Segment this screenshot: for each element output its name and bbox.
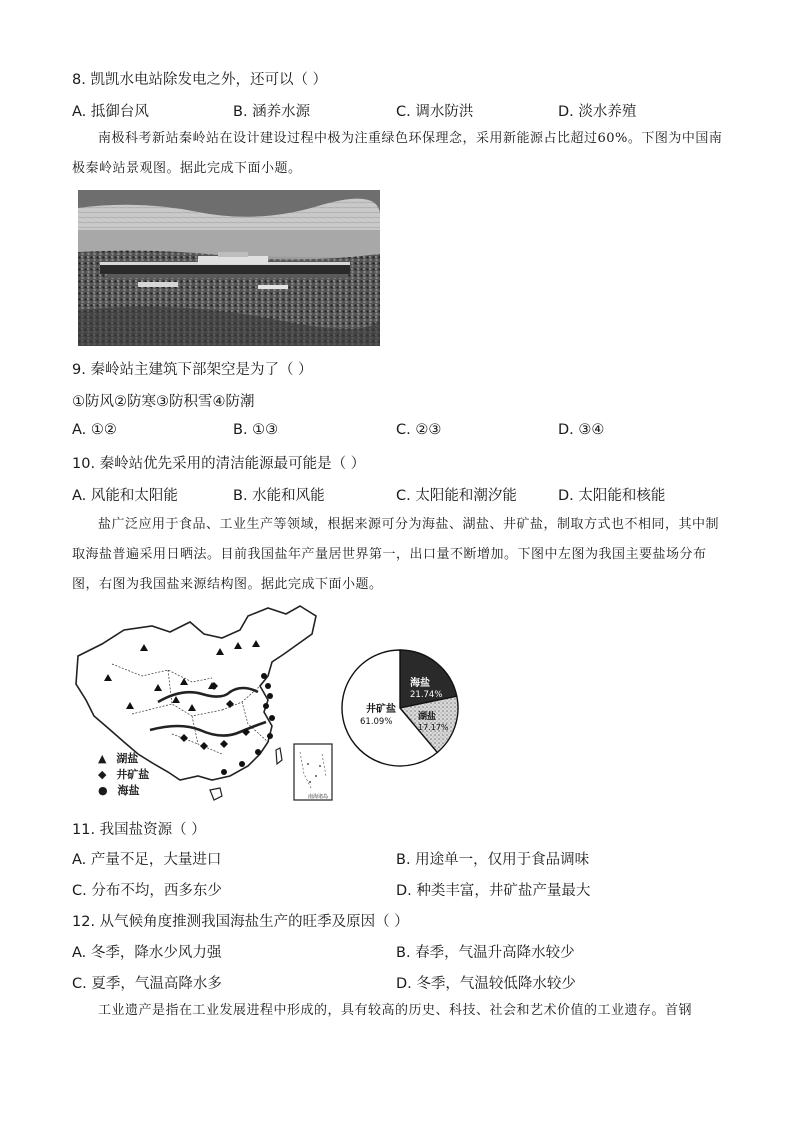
q12-stem: 12. 从气候角度推测我国海盐生产的旺季及原因（ ） xyxy=(72,914,409,930)
legend-label: 海盐 xyxy=(117,784,140,797)
q10-option-d: D. 太阳能和核能 xyxy=(558,488,666,504)
lake-salt-marker xyxy=(104,674,112,681)
q12-option-d: D. 冬季，气温较低降水较少 xyxy=(396,976,576,992)
qinling-station-photo xyxy=(78,190,380,346)
pie-label-sea-salt: 海盐 xyxy=(410,678,430,689)
inset-label: 南海诸岛 xyxy=(308,794,329,800)
pie-value-lake-salt: 17.17% xyxy=(418,723,449,732)
sea-salt-marker xyxy=(267,693,273,699)
q11-option-d: D. 种类丰富，井矿盐产量最大 xyxy=(396,883,591,899)
well-salt-marker xyxy=(180,734,188,742)
q10-option-b: B. 水能和风能 xyxy=(233,488,325,504)
intro-paragraph-industrial-heritage: 工业遗产是指在工业发展进程中形成的，具有较高的历史、科技、社会和艺术价值的工业遗存。首钢 xyxy=(98,1003,693,1018)
hainan-island xyxy=(210,788,222,800)
south-china-sea-inset xyxy=(294,744,332,800)
q10-stem: 10. 秦岭站优先采用的清洁能源最可能是（ ） xyxy=(72,456,366,472)
pie-value-well-salt: 61.09% xyxy=(360,717,393,727)
q9-option-c: C. ②③ xyxy=(396,422,442,438)
q11-option-c: C. 分布不均，西多东少 xyxy=(72,883,222,899)
legend-label: 湖盐 xyxy=(116,752,139,765)
salt-field-map xyxy=(72,604,334,804)
sea-salt-marker xyxy=(255,749,261,755)
salt-source-pie-chart xyxy=(338,646,462,770)
lake-salt-marker xyxy=(154,684,162,691)
sea-salt-marker xyxy=(267,733,273,739)
dot-icon: ● xyxy=(98,784,108,797)
q12-option-c: C. 夏季，气温高降水多 xyxy=(72,976,222,992)
lake-salt-marker xyxy=(188,704,196,711)
pie-value-sea-salt: 21.74% xyxy=(410,690,443,700)
q11-stem: 11. 我国盐资源（ ） xyxy=(72,822,206,838)
sea-salt-marker xyxy=(263,703,269,709)
q9-option-b: B. ①③ xyxy=(233,422,279,438)
lake-salt-marker xyxy=(172,696,180,703)
yellow-river xyxy=(158,688,258,702)
sea-salt-marker xyxy=(221,769,227,775)
q10-option-c: C. 太阳能和潮汐能 xyxy=(396,488,517,504)
triangle-icon: ▲ xyxy=(98,752,107,765)
diamond-icon: ◆ xyxy=(98,768,107,781)
pie-label-lake-salt: 湖盐 xyxy=(418,712,437,722)
q9-option-d: D. ③④ xyxy=(558,422,605,438)
intro-paragraph-qinling: 南极科考新站秦岭站在设计建设过程中极为注重绿色环保理念，采用新能源占比超过60%。下图为中国南极秦岭站景观图。据此完成下面小题。 xyxy=(72,131,723,176)
q10-option-a: A. 风能和太阳能 xyxy=(72,488,178,504)
q8-stem: 8. 凯凯水电站除发电之外，还可以（ ） xyxy=(72,72,328,88)
legend-well-salt xyxy=(98,766,149,782)
q11-option-a: A. 产量不足，大量进口 xyxy=(72,852,222,868)
lake-salt-marker xyxy=(140,644,148,651)
pie-label-well-salt: 井矿盐 xyxy=(366,704,396,715)
lake-salt-marker xyxy=(126,702,134,709)
lake-salt-marker xyxy=(252,640,260,647)
q9-choices: ①防风②防寒③防积雪④防潮 xyxy=(72,394,255,410)
sea-salt-marker xyxy=(261,673,267,679)
intro-paragraph-salt: 盐广泛应用于食品、工业生产等领域，根据来源可分为海盐、湖盐、井矿盐，制取方式也不相同，其中制取海盐普遍采用日晒法。目前我国盐年产量居世界第一，出口量不断增加。下图中左图为我国主要盐场分布图，右图为我国盐来源结构图。据此完成下面小题。 xyxy=(72,517,720,592)
q9-stem: 9. 秦岭站主建筑下部架空是为了（ ） xyxy=(72,362,313,378)
yangtze-river xyxy=(150,722,266,736)
lake-salt-marker xyxy=(216,648,224,655)
q11-option-b: B. 用途单一，仅用于食品调味 xyxy=(396,852,590,868)
q12-option-b: B. 春季，气温升高降水较少 xyxy=(396,945,575,961)
sea-salt-marker xyxy=(269,715,275,721)
legend-lake-salt xyxy=(98,750,138,766)
q8-option-d: D. 淡水养殖 xyxy=(558,104,637,120)
sea-salt-marker xyxy=(239,761,245,767)
q8-option-c: C. 调水防洪 xyxy=(396,104,474,120)
q8-option-b: B. 涵养水源 xyxy=(233,104,311,120)
lake-salt-markers xyxy=(104,640,260,711)
q8-option-a: A. 抵御台风 xyxy=(72,104,149,120)
q12-option-a: A. 冬季，降水少风力强 xyxy=(72,945,222,961)
q9-option-a: A. ①② xyxy=(72,422,117,438)
taiwan-island xyxy=(276,748,282,764)
sea-salt-marker xyxy=(265,683,271,689)
lake-salt-marker xyxy=(234,642,242,649)
well-salt-marker xyxy=(220,740,228,748)
well-salt-marker xyxy=(200,742,208,750)
legend-label: 井矿盐 xyxy=(116,768,150,781)
lake-salt-marker xyxy=(180,678,188,685)
well-salt-marker xyxy=(226,700,234,708)
legend-sea-salt xyxy=(98,782,139,798)
